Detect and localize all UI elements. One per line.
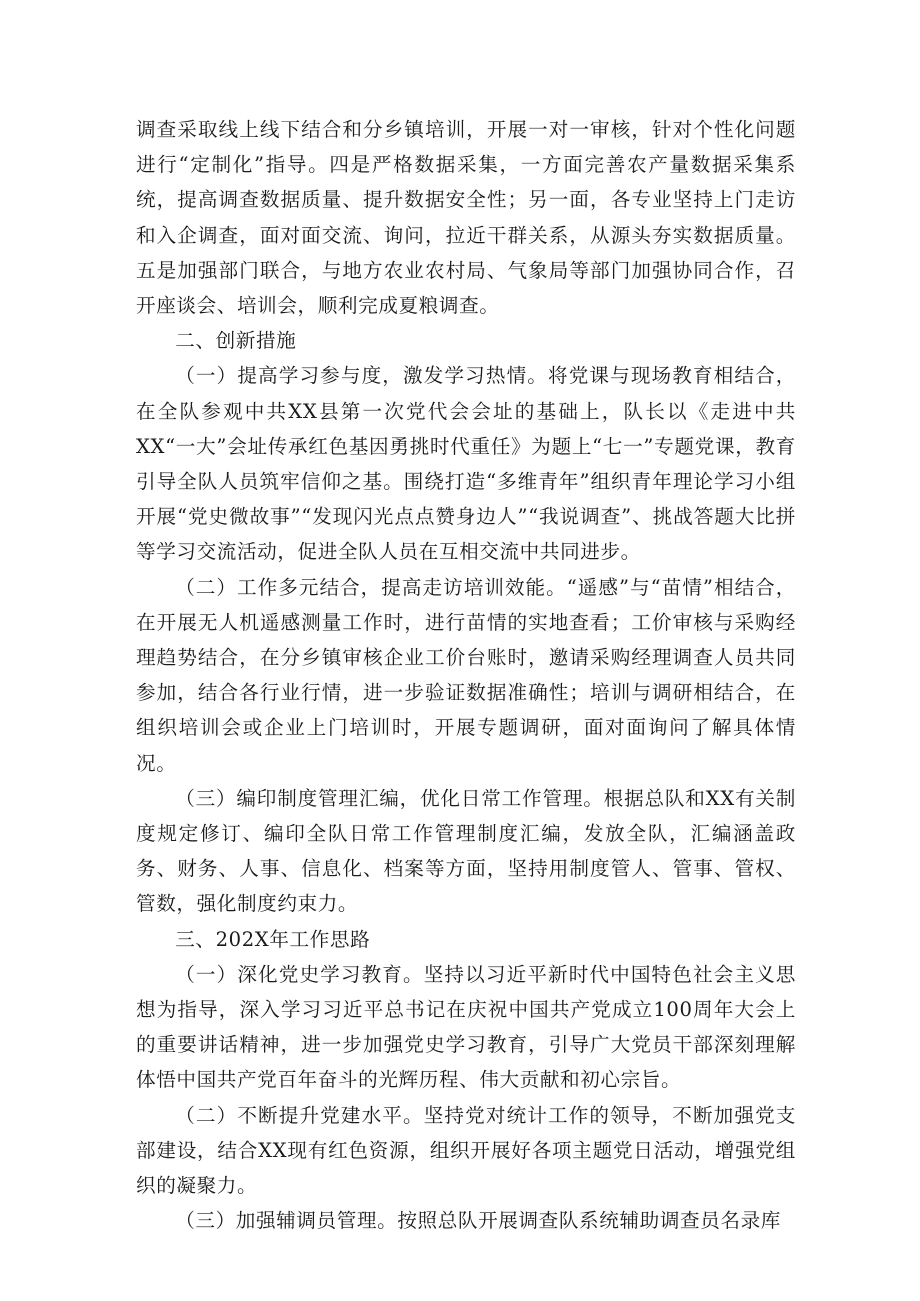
paragraph-innovation-1: （一）提高学习参与度，激发学习热情。将党课与现场教育相结合，在全队参观中共XX县第一次党代会会址的基础上，队长以《走进中共XX“一大”会址传承红色基因勇挑时代重任》为题上“七一”专题党课，教育引导全队人员筑牢信仰之基。围绕打造“多维青年”组织青年理论学习小组开展“党史微故事”“发现闪光点点赞身边人”“我说调查”、挑战答题大比拼等学习交流活动，促进全队人员在互相交流中共同进步。 bbox=[136, 364, 796, 564]
section-heading-innovation: 二、创新措施 bbox=[175, 329, 297, 353]
paragraph-innovation-3: （三）编印制度管理汇编，优化日常工作管理。根据总队和XX有关制度规定修订、编印全队日常工作管理制度汇编，发放全队，汇编涵盖政务、财务、人事、信息化、档案等方面，坚持用制度管人、管事、管权、管数，强化制度约束力。 bbox=[136, 786, 796, 916]
paragraph-plan-3: （三）加强辅调员管理。按照总队开展调查队系统辅助调查员名录库 bbox=[175, 1209, 781, 1233]
section-heading-plan: 三、202X年工作思路 bbox=[175, 927, 371, 951]
paragraph-continuation: 调查采取线上线下结合和分乡镇培训，开展一对一审核，针对个性化问题进行“定制化”指导。四是严格数据采集，一方面完善农产量数据采集系统，提高调查数据质量、提升数据安全性；另一面，各专业坚持上门走访和入企调查，面对面交流、询问，拉近干群关系，从源头夯实数据质量。五是加强部门联合，与地方农业农村局、气象局等部门加强协同合作，召开座谈会、培训会，顺利完成夏粮调查。 bbox=[136, 118, 796, 318]
paragraph-innovation-2: （二）工作多元结合，提高走访培训效能。“遥感”与“苗情”相结合，在开展无人机遥感测量工作时，进行苗情的实地查看；工价审核与采购经理趋势结合，在分乡镇审核企业工价台账时，邀请采购经理调查人员共同参加，结合各行业行情，进一步验证数据准确性；培训与调研相结合，在组织培训会或企业上门培训时，开展专题调研，面对面询问了解具体情况。 bbox=[136, 575, 796, 775]
paragraph-plan-1: （一）深化党史学习教育。坚持以习近平新时代中国特色社会主义思想为指导，深入学习习近平总书记在庆祝中国共产党成立100周年大会上的重要讲话精神，进一步加强党史学习教育，引导广大党员干部深刻理解体悟中国共产党百年奋斗的光辉历程、伟大贡献和初心宗旨。 bbox=[136, 962, 796, 1092]
document-body bbox=[136, 112, 796, 1239]
paragraph-plan-2: （二）不断提升党建水平。坚持党对统计工作的领导，不断加强党支部建设，结合XX现有红色资源，组织开展好各项主题党日活动，增强党组织的凝聚力。 bbox=[136, 1103, 796, 1198]
